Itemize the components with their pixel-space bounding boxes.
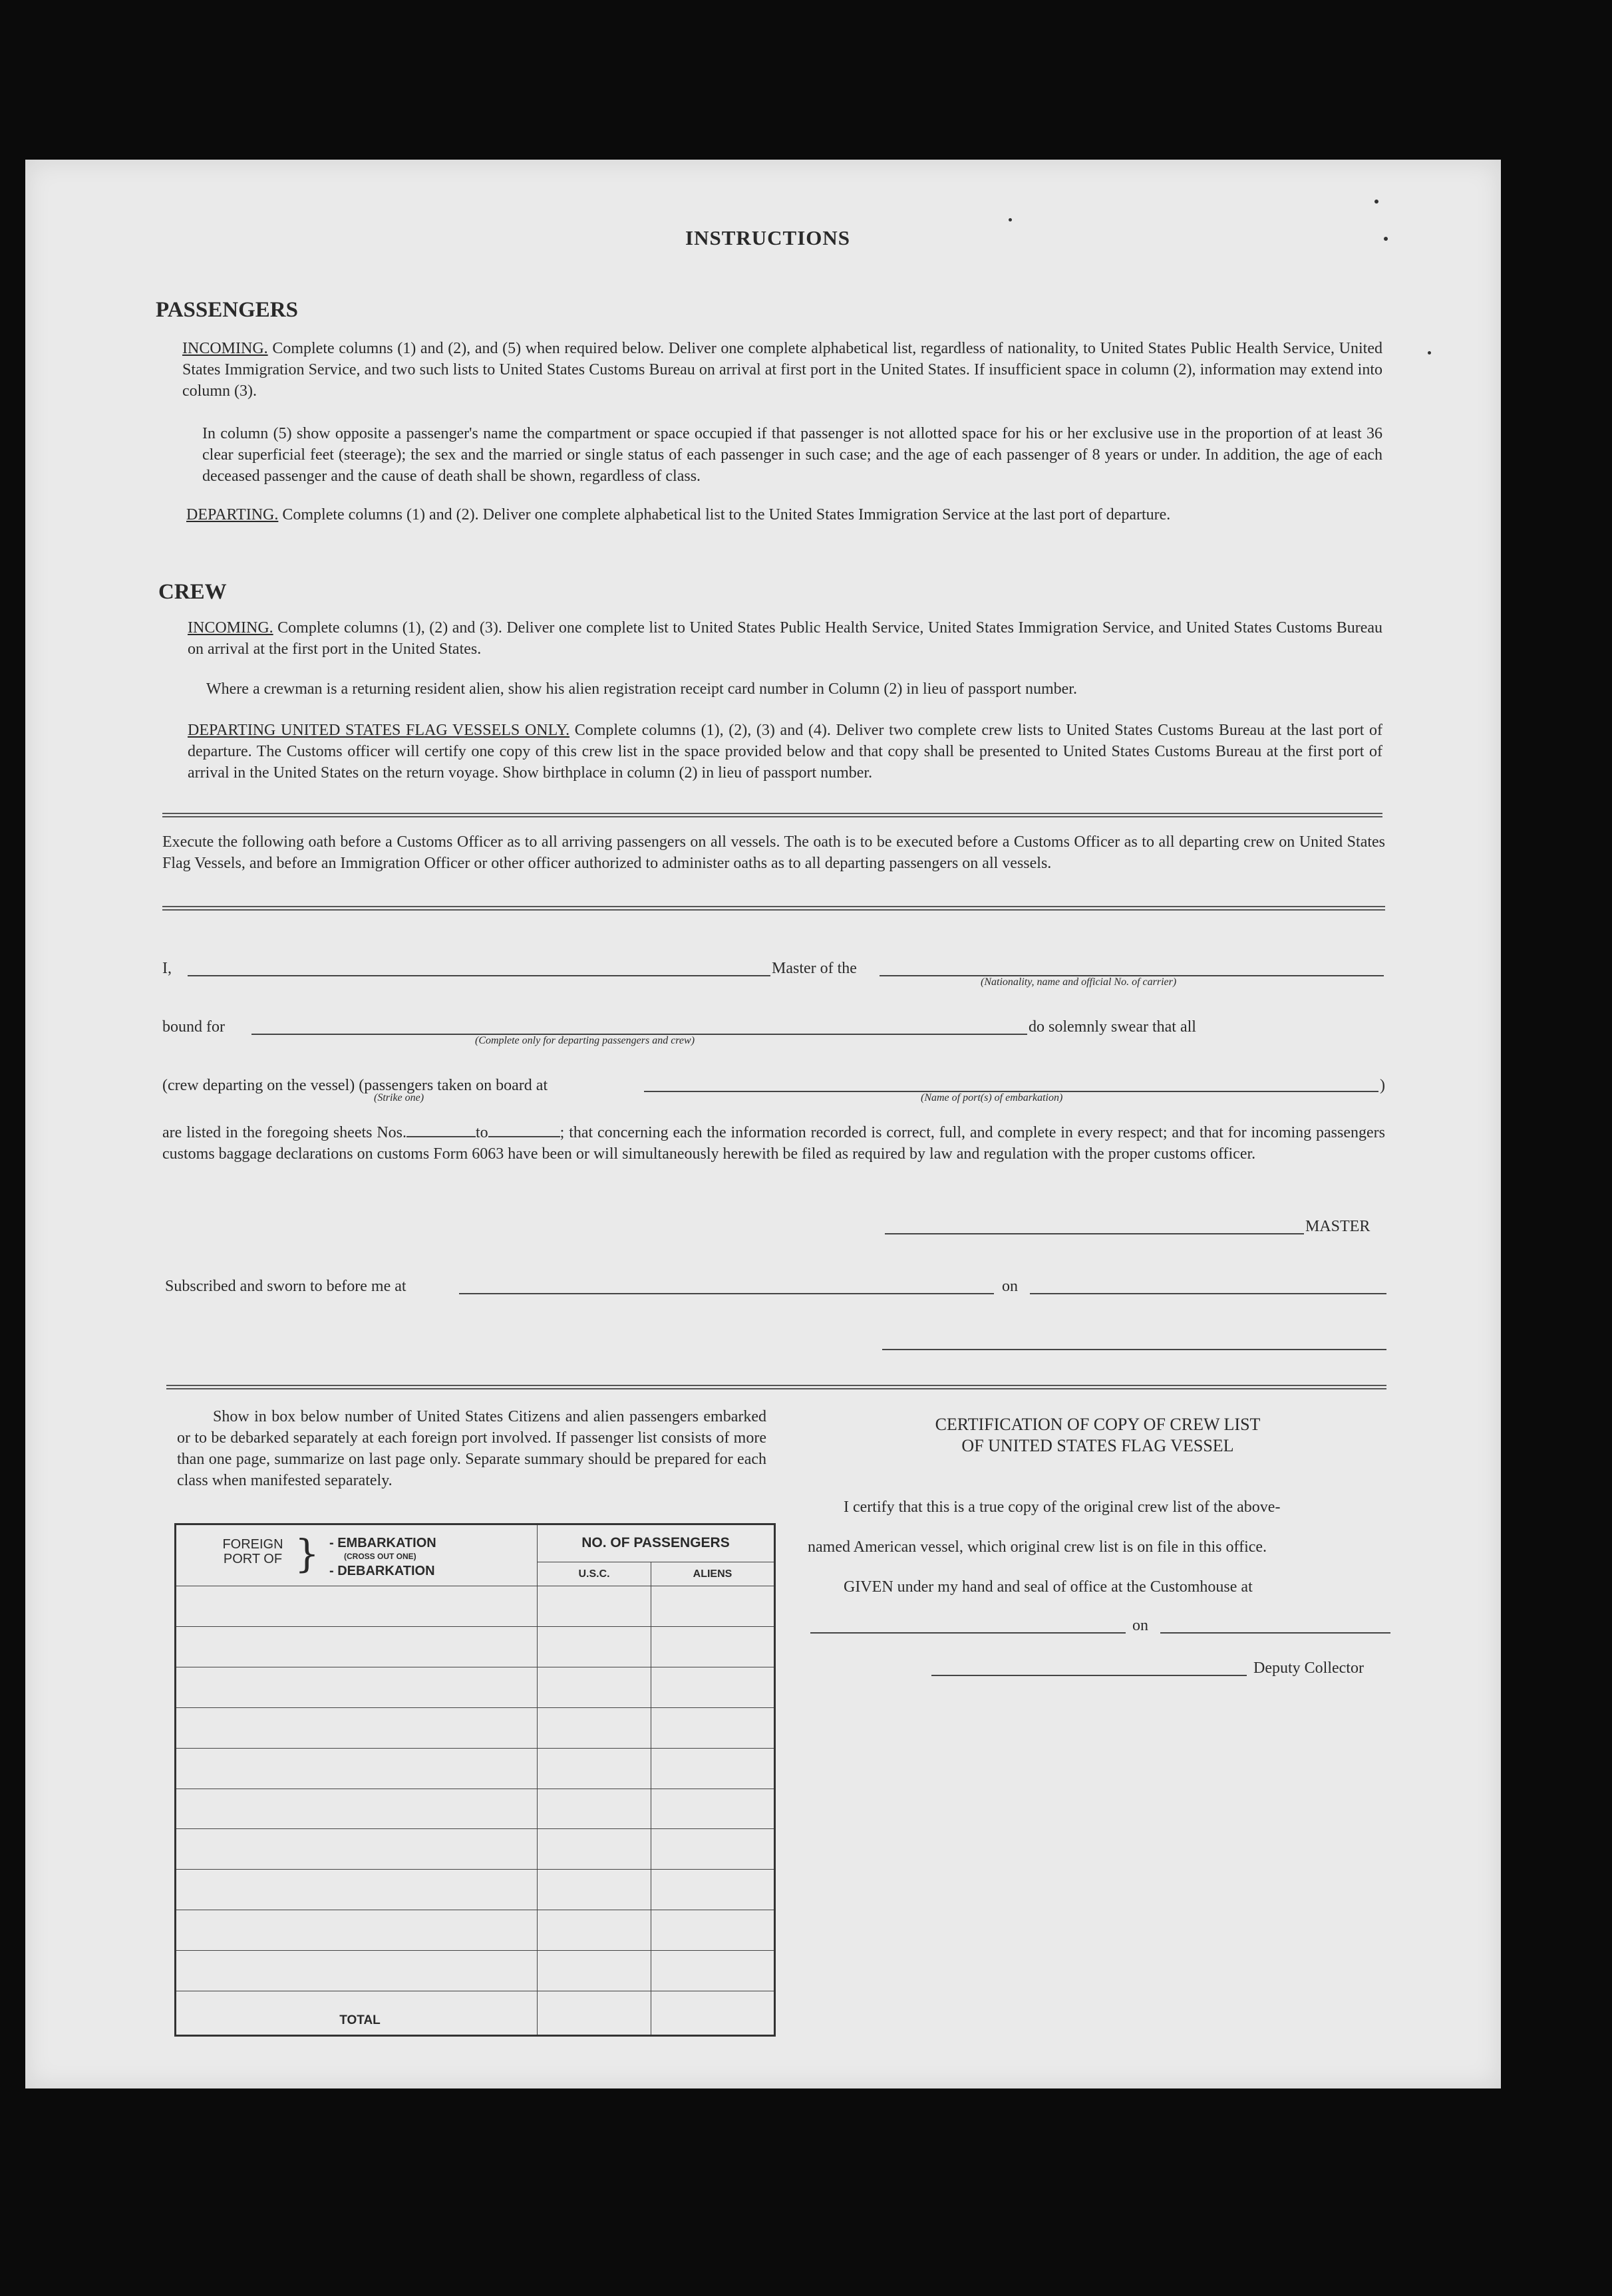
usc-cell[interactable] <box>538 1789 651 1829</box>
officer-signature-field[interactable] <box>882 1349 1386 1350</box>
passengers-departing-paragraph <box>186 504 1382 525</box>
swear-text: do solemnly swear that all <box>1029 1018 1196 1036</box>
table-row <box>176 1627 775 1667</box>
port-cell[interactable] <box>176 1829 538 1870</box>
subscribed-on-label: on <box>1002 1278 1018 1295</box>
port-cell[interactable] <box>176 1627 538 1667</box>
aliens-cell[interactable] <box>651 1951 775 1991</box>
usc-cell[interactable] <box>538 1667 651 1708</box>
table-row <box>176 1667 775 1708</box>
passenger-summary-table <box>174 1523 776 2037</box>
passengers-incoming-paragraph <box>182 338 1382 402</box>
subscribed-place-field[interactable] <box>459 1293 994 1294</box>
aliens-cell[interactable] <box>651 1627 775 1667</box>
table-row <box>176 1910 775 1951</box>
master-name-field[interactable] <box>188 975 770 976</box>
cross-out-label: (CROSS OUT ONE) <box>344 1552 416 1561</box>
usc-cell[interactable] <box>538 1870 651 1910</box>
usc-cell[interactable] <box>538 1829 651 1870</box>
crew-departing-label: DEPARTING UNITED STATES FLAG VESSELS ONLY. <box>188 722 570 739</box>
given-text: GIVEN under my hand and seal of office at the Customhouse at <box>844 1578 1253 1596</box>
subscribed-date-field[interactable] <box>1030 1293 1386 1294</box>
embarkation-label: - EMBARKATION <box>329 1536 436 1550</box>
foreign-port-header <box>176 1524 538 1586</box>
subscribed-label: Subscribed and sworn to before me at <box>165 1278 406 1295</box>
aliens-cell[interactable] <box>651 1667 775 1708</box>
passengers-departing-text: Complete columns (1) and (2). Deliver one complete alphabetical list to the United States Immigration Service at the last port of departure. <box>278 506 1171 523</box>
dust-speck <box>1009 218 1012 221</box>
table-row <box>176 1829 775 1870</box>
table-row <box>176 1951 775 1991</box>
usc-cell[interactable] <box>538 1586 651 1627</box>
usc-cell[interactable] <box>538 1951 651 1991</box>
sheet-to-field[interactable] <box>488 1121 560 1137</box>
master-signature-field[interactable] <box>885 1233 1304 1234</box>
double-rule <box>166 1385 1386 1389</box>
crew-heading: CREW <box>158 580 227 604</box>
crew-departing-text: (crew departing on the vessel) (passengers taken on board at <box>162 1077 548 1094</box>
port-cell[interactable] <box>176 1707 538 1748</box>
page-title: INSTRUCTIONS <box>685 226 851 249</box>
aliens-cell[interactable] <box>651 1748 775 1789</box>
usc-cell[interactable] <box>538 1748 651 1789</box>
table-row <box>176 1748 775 1789</box>
port-cell[interactable] <box>176 1748 538 1789</box>
aliens-cell[interactable] <box>651 1789 775 1829</box>
certification-heading-line1: CERTIFICATION OF COPY OF CREW LIST <box>935 1415 1261 1434</box>
certify-line2: named American vessel, which original crew list is on file in this office. <box>808 1538 1267 1556</box>
aliens-cell[interactable] <box>651 1870 775 1910</box>
crew-incoming-text: Complete columns (1), (2) and (3). Deliver one complete list to United States Public Health Service, United States Immigration Service, and United States Customs Bureau on arrival at the first port in the United States. <box>188 619 1382 658</box>
double-rule <box>162 813 1382 817</box>
sheet-from-field[interactable] <box>406 1121 476 1137</box>
carrier-caption: (Nationality, name and official No. of carrier) <box>981 976 1177 988</box>
crew-departing-paragraph <box>188 720 1382 784</box>
summary-intro: Show in box below number of United States Citizens and alien passengers embarked or to be debarked separately at each foreign port involved. If passenger list consists of more than one page, summarize on last page only. Separate summary should be prepared for each class when manifested separately. <box>177 1408 766 1489</box>
ports-caption: (Name of port(s) of embarkation) <box>921 1092 1063 1103</box>
passengers-heading: PASSENGERS <box>156 298 298 322</box>
usc-total-cell[interactable] <box>538 1991 651 2035</box>
total-row <box>176 1991 775 2035</box>
listed-suffix: ; that concerning each the information recorded is correct, full, and complete in every respect; and that for incoming passengers customs baggage declarations on customs Form 6063 have been or will simultaneously herewith be filed as required by law and regulation with the proper customs officer. <box>162 1124 1385 1163</box>
crew-alien-paragraph: Where a crewman is a returning resident alien, show his alien registration receipt card number in Column (2) in lieu of passport number. <box>206 680 1077 698</box>
aliens-cell[interactable] <box>651 1707 775 1748</box>
port-cell[interactable] <box>176 1789 538 1829</box>
table-row <box>176 1870 775 1910</box>
passengers-incoming-label: INCOMING. <box>182 340 268 357</box>
usc-cell[interactable] <box>538 1707 651 1748</box>
table-row <box>176 1789 775 1829</box>
certification-on-label: on <box>1132 1617 1148 1634</box>
passengers-column5-paragraph: In column (5) show opposite a passenger's name the compartment or space occupied if that passenger is not allotted space for his or her exclusive use in the proportion of at least 36 clear superficial feet (steerage); the sex and the married or single status of each passenger in such case; and the age of each passenger of 8 years or under. In addition, the age of each deceased passenger and the cause of death shall be shown, regardless of class. <box>202 425 1382 485</box>
aliens-cell[interactable] <box>651 1586 775 1627</box>
usc-cell[interactable] <box>538 1627 651 1667</box>
oath-intro: Execute the following oath before a Customs Officer as to all arriving passengers on all vessels. The oath is to be executed before a Customs Officer as to all departing crew on United States Flag Vessels, and before an Immigration Officer or other officer authorized to administer oaths as to all departing passengers on all vessels. <box>162 833 1385 872</box>
total-label-cell <box>176 1991 538 2035</box>
aliens-header: ALIENS <box>651 1562 775 1586</box>
passengers-departing-label: DEPARTING. <box>186 506 279 523</box>
crew-incoming-paragraph <box>188 617 1382 660</box>
dust-speck <box>1374 200 1378 204</box>
to-label: to <box>476 1124 488 1141</box>
certification-heading-line2: OF UNITED STATES FLAG VESSEL <box>961 1436 1234 1455</box>
crew-departing-text: Complete columns (1), (2), (3) and (4). Deliver two complete crew lists to United States Customs Bureau at the last port of departure. The Customs officer will certify one copy of this crew list in the space provided below and that copy shall be presented to United States Customs Bureau at the first port of arrival in the United States on the return voyage. Show birthplace in column (2) in lieu of passport number. <box>188 722 1382 782</box>
total-label: TOTAL <box>339 2013 381 2027</box>
brace-symbol: } <box>295 1531 319 1576</box>
master-of-the-label: Master of the <box>772 960 857 977</box>
strike-one-caption: (Strike one) <box>374 1092 424 1103</box>
port-cell[interactable] <box>176 1910 538 1951</box>
dust-speck <box>1384 237 1388 241</box>
port-cell[interactable] <box>176 1667 538 1708</box>
table-row <box>176 1707 775 1748</box>
aliens-total-cell[interactable] <box>651 1991 775 2035</box>
usc-header: U.S.C. <box>538 1562 651 1586</box>
debarkation-label: - DEBARKATION <box>329 1564 435 1578</box>
aliens-cell[interactable] <box>651 1829 775 1870</box>
close-paren: ) <box>1380 1077 1385 1094</box>
port-cell[interactable] <box>176 1951 538 1991</box>
foreign-port-label: FOREIGN PORT OF <box>222 1537 283 1566</box>
usc-cell[interactable] <box>538 1910 651 1951</box>
master-label: MASTER <box>1305 1218 1370 1235</box>
deputy-signature-field[interactable] <box>931 1675 1247 1676</box>
aliens-cell[interactable] <box>651 1910 775 1951</box>
no-of-passengers-header: NO. OF PASSENGERS <box>538 1524 775 1562</box>
listed-prefix: are listed in the foregoing sheets Nos. <box>162 1124 406 1141</box>
deputy-collector-label: Deputy Collector <box>1253 1659 1364 1677</box>
passengers-incoming-text: Complete columns (1) and (2), and (5) when required below. Deliver one complete alphabetical list, regardless of nationality, to United States Public Health Service, United States Immigration Service, and two such lists to United States Customs Bureau on arrival at first port in the United States. If insufficient space in column (2), information may extend into column (3). <box>182 340 1382 400</box>
bound-for-label: bound for <box>162 1018 225 1036</box>
customhouse-field[interactable] <box>810 1632 1126 1634</box>
port-cell[interactable] <box>176 1870 538 1910</box>
crew-incoming-label: INCOMING. <box>188 619 273 637</box>
certification-date-field[interactable] <box>1160 1632 1390 1634</box>
double-rule <box>162 906 1385 911</box>
dust-speck <box>1428 351 1431 355</box>
certify-line1: I certify that this is a true copy of the original crew list of the above- <box>844 1499 1281 1516</box>
complete-only-caption: (Complete only for departing passengers and crew) <box>475 1035 695 1046</box>
oath-i-label: I, <box>162 960 172 977</box>
table-row <box>176 1586 775 1627</box>
port-cell[interactable] <box>176 1586 538 1627</box>
listed-paragraph <box>162 1121 1385 1165</box>
